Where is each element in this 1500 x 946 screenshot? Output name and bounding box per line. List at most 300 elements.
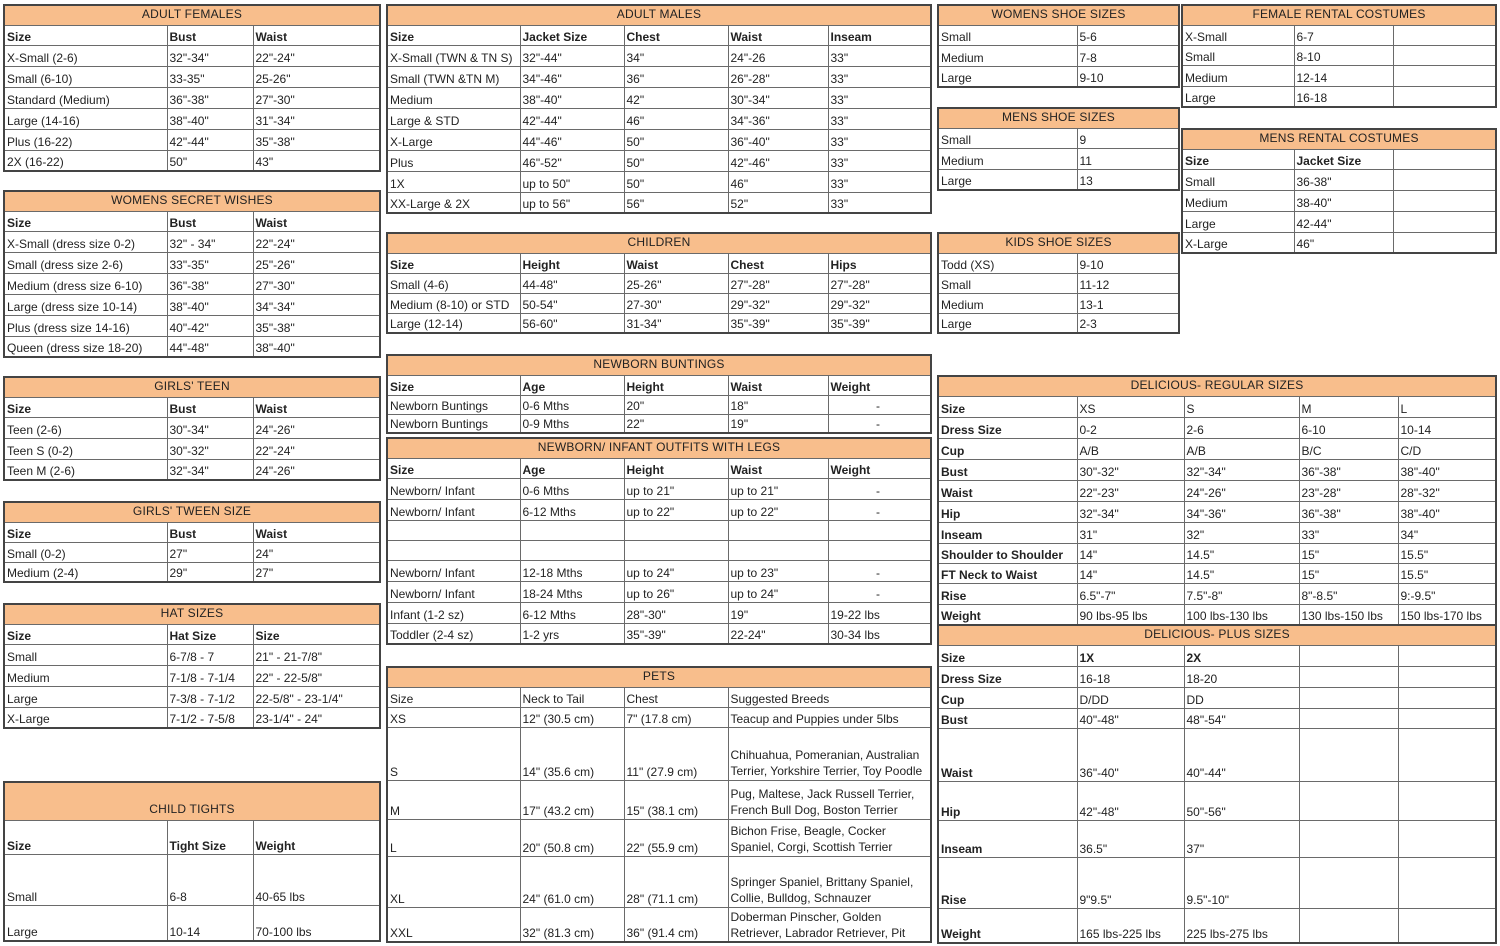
table-title: MENS RENTAL COSTUMES [1182, 129, 1496, 149]
table-cell: 6-12 Mths [520, 499, 624, 520]
table-row [938, 253, 1179, 273]
table-row [938, 666, 1496, 687]
table-adult-males [386, 4, 932, 214]
header-cell: Size [387, 458, 520, 478]
table-cell: Medium [4, 665, 167, 686]
table-cell: Inseam [938, 820, 1077, 857]
table-cell: up to 24" [728, 581, 828, 602]
table-row [1182, 45, 1496, 65]
table-cell: 15.5" [1398, 543, 1496, 563]
table-cell: 56" [624, 192, 728, 213]
table-newborn-buntings [386, 354, 932, 434]
table-cell: - [828, 581, 931, 602]
table-cell: 33"-35" [167, 252, 253, 273]
table-row [1182, 169, 1496, 190]
table-row [938, 604, 1496, 625]
table-cell: 22-5/8" - 23-1/4" [253, 686, 380, 707]
table-title: KIDS SHOE SIZES [938, 233, 1179, 253]
table-row [387, 108, 931, 129]
table-cell: 1-2 yrs [520, 623, 624, 644]
table-cell: Medium [938, 293, 1077, 313]
table-row [4, 66, 380, 87]
table-cell: 8-10 [1294, 45, 1393, 65]
table-row [1182, 86, 1496, 107]
header-cell: Size [4, 211, 167, 231]
table-cell: Medium (dress size 6-10) [4, 273, 167, 294]
table-cell: 7" (17.8 cm) [624, 707, 728, 727]
table-cell: 16-18 [1294, 86, 1393, 107]
table-cell [1299, 820, 1398, 857]
table-cell: 50" [624, 171, 728, 192]
table-cell: 32" - 34" [167, 231, 253, 252]
table-cell: A/B [1077, 438, 1184, 459]
table-row [387, 66, 931, 87]
table-cell: Small (0-2) [4, 542, 167, 562]
table-cell: 25-26" [624, 273, 728, 293]
header-cell: Size [387, 687, 520, 707]
table-cell: Pug, Maltese, Jack Russell Terrier, French Bull Dog, Boston Terrier [728, 780, 931, 819]
table-cell: up to 26" [624, 581, 728, 602]
table-cell [1393, 211, 1496, 232]
table-cell: 12" (30.5 cm) [520, 707, 624, 727]
table-cell: 18-24 Mths [520, 581, 624, 602]
table-row [4, 294, 380, 315]
table-cell: Bust [938, 459, 1077, 480]
table-cell: 33" [828, 87, 931, 108]
table-row [938, 438, 1496, 459]
table-cell: 38"-40" [253, 336, 380, 357]
table-cell: up to 22" [728, 499, 828, 520]
table-cell: 34" [624, 45, 728, 66]
table-row [387, 273, 931, 293]
table-cell [1299, 666, 1398, 687]
header-cell [1393, 149, 1496, 169]
table-cell: 26"-28" [728, 66, 828, 87]
table-row [4, 45, 380, 66]
table-cell: 35"-39" [828, 313, 931, 333]
table-cell: 22"-24" [253, 231, 380, 252]
table-cell: Weight [938, 908, 1077, 943]
table-cell [728, 540, 828, 560]
table-cell [1393, 232, 1496, 253]
header-cell: Size [4, 522, 167, 542]
table-cell: Hip [938, 501, 1077, 522]
table-cell: - [828, 414, 931, 433]
table-cell: 28"-32" [1398, 480, 1496, 501]
table-cell: 11 [1077, 148, 1179, 169]
table-cell: 34"-36" [1184, 501, 1299, 522]
table-cell: 14" [1077, 543, 1184, 563]
table-cell: Small (TWN &TN M) [387, 66, 520, 87]
table-cell: XX-Large & 2X [387, 192, 520, 213]
table-womens-shoe-sizes [937, 4, 1180, 88]
table-cell: Todd (XS) [938, 253, 1077, 273]
table-pets [386, 666, 932, 943]
table-cell: Small (dress size 2-6) [4, 252, 167, 273]
table-cell [1393, 45, 1496, 65]
table-cell: Medium [938, 45, 1077, 66]
header-cell: Inseam [828, 25, 931, 45]
table-cell: Newborn/ Infant [387, 581, 520, 602]
table-title: ADULT FEMALES [4, 5, 380, 25]
table-title: FEMALE RENTAL COSTUMES [1182, 5, 1496, 25]
header-cell: Size [387, 375, 520, 395]
table-cell: 37" [1184, 820, 1299, 857]
table-row [938, 563, 1496, 583]
table-delicious-regular-sizes [937, 375, 1497, 626]
table-girls-teen [3, 376, 381, 481]
table-row [938, 66, 1179, 87]
table-cell [387, 540, 520, 560]
header-cell: Height [624, 375, 728, 395]
table-row [387, 45, 931, 66]
table-cell: 42"-48" [1077, 781, 1184, 820]
header-cell: L [1398, 396, 1496, 417]
table-girls-tween [3, 501, 381, 583]
table-row [387, 602, 931, 623]
table-cell: 24" (61.0 cm) [520, 856, 624, 907]
header-cell: Size [387, 253, 520, 273]
table-row [4, 665, 380, 686]
table-cell: 150 lbs-170 lbs [1398, 604, 1496, 625]
table-cell [1393, 65, 1496, 86]
table-row [387, 478, 931, 499]
table-cell: 5-6 [1077, 25, 1179, 45]
table-row [387, 581, 931, 602]
table-cell: 19" [728, 414, 828, 433]
table-mens-rental-costumes [1181, 128, 1497, 254]
table-cell: Cup [938, 438, 1077, 459]
table-cell: 34"-46" [520, 66, 624, 87]
table-female-rental-costumes [1181, 4, 1497, 108]
table-cell [1299, 708, 1398, 728]
table-cell: 42"-44" [167, 129, 253, 150]
table-cell: 7-1/2 - 7-5/8 [167, 707, 253, 728]
table-cell: 22" (55.9 cm) [624, 819, 728, 856]
table-cell: up to 24" [624, 560, 728, 581]
table-cell: 9:-9.5" [1398, 583, 1496, 604]
table-cell: Medium [1182, 65, 1294, 86]
table-cell: Large (dress size 10-14) [4, 294, 167, 315]
table-cell: 36"-40" [728, 129, 828, 150]
header-cell: Chest [624, 687, 728, 707]
table-cell: 40"-44" [1184, 728, 1299, 781]
table-cell: 42"-46" [728, 150, 828, 171]
table-cell: - [828, 478, 931, 499]
table-row [4, 562, 380, 582]
table-cell: 40-65 lbs [253, 854, 380, 905]
table-cell: Newborn/ Infant [387, 560, 520, 581]
table-cell [1299, 908, 1398, 943]
header-cell: Waist [728, 25, 828, 45]
table-cell: S [387, 727, 520, 780]
table-cell: 35"-39" [624, 623, 728, 644]
table-row [938, 501, 1496, 522]
table-row [938, 687, 1496, 708]
header-cell: Waist [728, 375, 828, 395]
table-cell: Small [938, 273, 1077, 293]
table-row [387, 499, 931, 520]
table-row [387, 727, 931, 780]
table-row [387, 707, 931, 727]
table-row [938, 480, 1496, 501]
header-cell: Suggested Breeds [728, 687, 931, 707]
table-cell: X-Large [4, 707, 167, 728]
table-cell: 13 [1077, 169, 1179, 190]
table-row [387, 623, 931, 644]
table-title: DELICIOUS- PLUS SIZES [938, 625, 1496, 645]
table-cell: 2-3 [1077, 313, 1179, 333]
table-cell: 36" [624, 66, 728, 87]
header-cell: Height [520, 253, 624, 273]
table-row [4, 854, 380, 905]
table-row [387, 907, 931, 942]
table-row [387, 150, 931, 171]
table-cell: X-Small (2-6) [4, 45, 167, 66]
table-cell: 33" [828, 66, 931, 87]
table-hat-sizes [3, 603, 381, 729]
table-cell: 0-6 Mths [520, 395, 624, 414]
table-cell: 21" - 21-7/8" [253, 644, 380, 665]
table-row [938, 908, 1496, 943]
table-row [4, 108, 380, 129]
header-cell: Tight Size [167, 820, 253, 854]
table-cell [1398, 820, 1496, 857]
table-cell: 27"-28" [828, 273, 931, 293]
table-cell: 28" (71.1 cm) [624, 856, 728, 907]
table-row [938, 417, 1496, 438]
table-cell: 32"-34" [167, 459, 253, 480]
table-row [4, 150, 380, 171]
table-cell: Weight [938, 604, 1077, 625]
table-row [1182, 190, 1496, 211]
table-cell: 11" (27.9 cm) [624, 727, 728, 780]
table-row [4, 417, 380, 438]
table-cell: 15" (38.1 cm) [624, 780, 728, 819]
table-adult-females [3, 4, 381, 172]
table-cell: Large [938, 313, 1077, 333]
table-cell: Large (12-14) [387, 313, 520, 333]
table-cell: 32" [1184, 522, 1299, 543]
table-cell [1393, 190, 1496, 211]
table-cell: up to 21" [624, 478, 728, 499]
table-row [4, 252, 380, 273]
table-cell [1299, 857, 1398, 908]
table-title: ADULT MALES [387, 5, 931, 25]
table-row [938, 313, 1179, 333]
table-row [387, 540, 931, 560]
table-row [4, 315, 380, 336]
table-cell: 8"-8.5" [1299, 583, 1398, 604]
table-cell: 70-100 lbs [253, 905, 380, 941]
table-cell: 19-22 lbs [828, 602, 931, 623]
table-cell: 33-35" [167, 66, 253, 87]
table-cell: 33" [828, 150, 931, 171]
table-mens-shoe-sizes [937, 107, 1180, 191]
table-row [1182, 232, 1496, 253]
header-cell [1299, 645, 1398, 666]
table-cell: 38"-40" [520, 87, 624, 108]
header-cell: Hips [828, 253, 931, 273]
table-cell: 31" [1077, 522, 1184, 543]
table-cell: 9-10 [1077, 66, 1179, 87]
table-row [938, 148, 1179, 169]
table-cell: 20" [624, 395, 728, 414]
header-cell: Jacket Size [520, 25, 624, 45]
header-cell: Jacket Size [1294, 149, 1393, 169]
table-cell: 42-44" [1294, 211, 1393, 232]
table-cell: 2X (16-22) [4, 150, 167, 171]
table-row [938, 459, 1496, 480]
table-cell: Cup [938, 687, 1077, 708]
table-row [938, 25, 1179, 45]
table-cell: Small (6-10) [4, 66, 167, 87]
table-cell: Infant (1-2 sz) [387, 602, 520, 623]
table-cell: Large [938, 66, 1077, 87]
table-cell: 22"-23" [1077, 480, 1184, 501]
table-cell: - [828, 560, 931, 581]
table-row [4, 87, 380, 108]
table-cell: - [828, 499, 931, 520]
table-cell: L [387, 819, 520, 856]
table-cell: Bichon Frise, Beagle, Cocker Spaniel, Corgi, Scottish Terrier [728, 819, 931, 856]
table-cell: 7-3/8 - 7-1/2 [167, 686, 253, 707]
table-cell: Teacup and Puppies under 5lbs [728, 707, 931, 727]
table-cell: 27"-30" [253, 273, 380, 294]
table-cell: 18" [728, 395, 828, 414]
table-cell [1393, 169, 1496, 190]
table-row [938, 45, 1179, 66]
table-cell: Small [938, 25, 1077, 45]
table-cell: 6-7 [1294, 25, 1393, 45]
table-cell: 35"-39" [728, 313, 828, 333]
table-cell: 46" [1294, 232, 1393, 253]
table-row [4, 542, 380, 562]
table-cell: 36"-38" [1299, 501, 1398, 522]
table-cell: Teen S (0-2) [4, 438, 167, 459]
table-cell: 24"-26" [253, 459, 380, 480]
table-cell: - [828, 395, 931, 414]
table-title: GIRLS' TEEN [4, 377, 380, 397]
table-cell [1398, 687, 1496, 708]
table-row [938, 128, 1179, 148]
table-cell: 25"-26" [253, 252, 380, 273]
table-cell: up to 22" [624, 499, 728, 520]
table-cell: 35"-38" [253, 129, 380, 150]
table-cell: 33" [828, 108, 931, 129]
table-cell: 24"-26" [253, 417, 380, 438]
header-cell: Chest [728, 253, 828, 273]
table-cell: X-Large [387, 129, 520, 150]
table-cell: 27-30" [624, 293, 728, 313]
table-cell: 34" [1398, 522, 1496, 543]
header-cell: Bust [167, 211, 253, 231]
table-cell: 46" [728, 171, 828, 192]
table-cell: 27" [253, 562, 380, 582]
table-cell: 20" (50.8 cm) [520, 819, 624, 856]
table-cell: 31-34" [624, 313, 728, 333]
table-cell: Large [1182, 211, 1294, 232]
table-cell: 1X [387, 171, 520, 192]
table-cell: 40"-48" [1077, 708, 1184, 728]
header-cell: Waist [624, 253, 728, 273]
table-row [938, 728, 1496, 781]
table-cell: 22"-24" [253, 438, 380, 459]
table-cell: Small [1182, 169, 1294, 190]
table-cell: Large [938, 169, 1077, 190]
table-row [4, 438, 380, 459]
table-cell: XXL [387, 907, 520, 942]
table-row [4, 644, 380, 665]
table-cell: 16-18 [1077, 666, 1184, 687]
table-cell: 44"-46" [520, 129, 624, 150]
table-cell: Newborn Buntings [387, 414, 520, 433]
table-cell: Small [938, 128, 1077, 148]
table-cell: B/C [1299, 438, 1398, 459]
table-cell: Waist [938, 728, 1077, 781]
header-cell [1398, 645, 1496, 666]
table-womens-secret-wishes [3, 190, 381, 358]
header-cell: 1X [1077, 645, 1184, 666]
table-cell: X-Small (dress size 0-2) [4, 231, 167, 252]
table-cell: 22" - 22-5/8" [253, 665, 380, 686]
header-cell: Size [4, 397, 167, 417]
table-cell: 6-10 [1299, 417, 1398, 438]
table-cell: 50-54" [520, 293, 624, 313]
table-cell: 50"-56" [1184, 781, 1299, 820]
table-cell: 34"-36" [728, 108, 828, 129]
table-cell: Newborn/ Infant [387, 478, 520, 499]
table-title: NEWBORN BUNTINGS [387, 355, 931, 375]
table-cell: 23"-28" [1299, 480, 1398, 501]
table-cell: 0-6 Mths [520, 478, 624, 499]
header-cell: 2X [1184, 645, 1299, 666]
table-row [387, 293, 931, 313]
table-cell: Large [1182, 86, 1294, 107]
table-newborn-infant [386, 437, 932, 645]
table-title: WOMENS SHOE SIZES [938, 5, 1179, 25]
table-cell: 12-14 [1294, 65, 1393, 86]
table-title: PETS [387, 667, 931, 687]
table-cell [828, 540, 931, 560]
header-cell: Size [938, 645, 1077, 666]
table-row [387, 395, 931, 414]
table-cell: 46"-52" [520, 150, 624, 171]
table-cell [1299, 781, 1398, 820]
table-cell: Waist [938, 480, 1077, 501]
table-cell: 7-1/8 - 7-1/4 [167, 665, 253, 686]
table-cell: Large & STD [387, 108, 520, 129]
table-cell: 0-9 Mths [520, 414, 624, 433]
table-cell [624, 540, 728, 560]
header-cell: Waist [253, 211, 380, 231]
header-cell: Age [520, 458, 624, 478]
table-cell: 40"-42" [167, 315, 253, 336]
table-cell: 18-20 [1184, 666, 1299, 687]
table-cell: 44"-48" [167, 336, 253, 357]
table-cell: 36"-38" [1299, 459, 1398, 480]
table-cell: up to 50" [520, 171, 624, 192]
table-cell: D/DD [1077, 687, 1184, 708]
table-row [4, 273, 380, 294]
table-cell: Plus (dress size 14-16) [4, 315, 167, 336]
table-cell: 130 lbs-150 lbs [1299, 604, 1398, 625]
table-cell: XS [387, 707, 520, 727]
table-row [4, 707, 380, 728]
header-cell: Chest [624, 25, 728, 45]
table-row [387, 414, 931, 433]
table-cell: M [387, 780, 520, 819]
